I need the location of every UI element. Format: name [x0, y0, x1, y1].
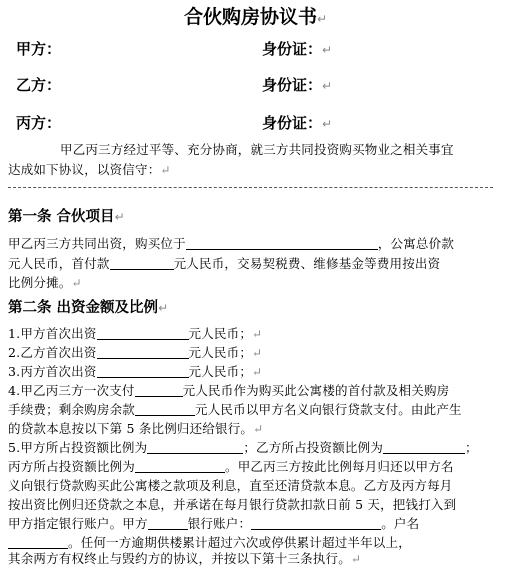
party-a-id-label [262, 38, 332, 59]
return-mark-icon: ↵ [322, 43, 333, 57]
section-2-heading [8, 296, 168, 317]
document-title [0, 2, 511, 29]
section-2-text: ； [465, 440, 478, 455]
intro-line-2 [8, 160, 171, 178]
return-mark-icon: ↵ [322, 79, 333, 93]
section-2-item-4-line-3 [8, 419, 263, 437]
bank-account-blank [251, 517, 381, 530]
section-1-line-1 [8, 234, 454, 252]
party-a-id-label-text: 身份证： [262, 40, 323, 58]
section-2-text: 2.乙方首次出资 [8, 345, 97, 360]
section-2-text: 元人民币； [188, 326, 253, 341]
return-mark-icon: ↵ [160, 163, 171, 177]
section-2-item-5-line-7 [8, 549, 361, 567]
section-1-heading-text: 第一条 合伙项目 [8, 209, 115, 225]
party-b-id-label [262, 74, 332, 95]
section-2-item-5-line-5 [8, 514, 419, 532]
party-a-label: 甲方： [16, 40, 62, 58]
section-2-item-5-line-3: 义向银行贷款购买此公寓楼之款项及利息，直至还清贷款本息。乙方及丙方每月 [8, 478, 453, 493]
section-2-item-3 [8, 362, 262, 380]
section-2-text: 5.甲方所占投资额比例为 [8, 440, 148, 455]
section-2-item-5-line-1 [8, 438, 478, 456]
section-2-text: 丙方所占投资额比例为 [8, 459, 136, 474]
section-2-item-4-line-1 [8, 381, 449, 399]
section-2-heading-text: 第二条 出资金额及比例 [8, 300, 159, 316]
section-1-text: 甲乙丙三方共同出资，购买位于 [8, 236, 186, 251]
party-a-ratio-blank [147, 441, 243, 454]
section-divider [8, 187, 493, 188]
section-2-text: 。甲乙丙三方按此比例每月归还以甲方名 [225, 459, 454, 474]
section-2-text: 元人民币； [188, 364, 253, 379]
section-2-text: ；乙方所占投资额比例为 [243, 440, 384, 455]
party-c-ratio-blank [135, 460, 225, 473]
property-location-blank [186, 237, 378, 250]
section-1-text: 元人民币，首付款 [8, 256, 110, 271]
section-2-text: 其余两方有权终止与毁约方的协议，并按以下第十三条执行。 [8, 551, 351, 566]
section-2-text: 元人民币； [188, 345, 253, 360]
return-mark-icon: ↵ [322, 117, 333, 131]
total-down-payment-blank [135, 384, 183, 397]
return-mark-icon: ↵ [350, 552, 362, 566]
return-mark-icon: ↵ [252, 327, 263, 341]
return-mark-icon: ↵ [114, 210, 125, 224]
party-b-payment-blank [97, 346, 189, 359]
return-mark-icon: ↵ [252, 365, 263, 379]
return-mark-icon: ↵ [158, 301, 169, 315]
intro-line-1: 甲乙丙三方经过平等、充分协商，就三方共同投资购买物业之相关事宜 [60, 142, 454, 157]
intro-line-2-text: 达成如下协议，以资信守： [8, 162, 161, 177]
section-2-item-4-line-2 [8, 400, 462, 418]
bank-name-blank [148, 517, 188, 530]
section-1-text: ，公寓总价款 [377, 236, 455, 251]
section-1-line-3 [8, 273, 82, 291]
section-2-text: 甲方指定银行账户。甲方 [8, 516, 148, 531]
return-mark-icon: ↵ [252, 346, 263, 360]
section-1-line-2 [8, 254, 440, 272]
section-2-text: 4.甲乙丙三方一次支付 [8, 383, 135, 398]
section-2-text: 。户名 [381, 516, 420, 531]
section-2-text: 手续费；剩余购房余款 [8, 402, 136, 417]
party-b-id-label-text: 身份证： [262, 76, 323, 94]
section-2-item-2 [8, 343, 262, 361]
party-b-label: 乙方： [16, 76, 62, 94]
section-1-text: 元人民币，交易契税费、维修基金等费用按出资 [173, 256, 441, 271]
return-mark-icon: ↵ [71, 276, 82, 290]
document-title-text: 合伙购房协议书 [183, 6, 317, 28]
down-payment-blank [110, 257, 174, 270]
account-name-blank [8, 536, 68, 549]
return-mark-icon: ↵ [316, 12, 328, 26]
section-2-text: 银行账户： [187, 516, 252, 531]
party-c-label: 丙方： [16, 114, 62, 132]
party-c-id-label-text: 身份证： [262, 114, 323, 132]
loan-amount-blank [135, 403, 195, 416]
section-2-text: 元人民币作为购买此公寓楼的首付款及相关购房 [182, 383, 450, 398]
section-2-text: 的贷款本息按以下第 5 条比例归还给银行。 [8, 421, 254, 436]
section-2-text: 元人民币以甲方名义向银行贷款支付。由此产生 [195, 402, 462, 417]
party-b-ratio-blank [383, 441, 465, 454]
section-2-item-1 [8, 324, 262, 342]
section-1-text: 比例分摊。 [8, 275, 72, 290]
section-2-text: 。任何一方逾期供楼累计超过六次或停供累计超过半年以上， [68, 535, 411, 550]
party-c-id-label [262, 112, 332, 133]
section-2-item-5-line-4: 按出资比例归还贷款之本息，并承诺在每月银行贷款扣款日前 5 天，把钱打入到 [8, 497, 457, 512]
party-a-payment-blank [97, 327, 189, 340]
section-2-text: 1.甲方首次出资 [8, 326, 97, 341]
return-mark-icon: ↵ [253, 422, 264, 436]
section-2-text: 3.丙方首次出资 [8, 364, 97, 379]
section-2-item-5-line-2 [8, 457, 454, 475]
party-c-payment-blank [97, 365, 189, 378]
section-1-heading [8, 205, 125, 226]
